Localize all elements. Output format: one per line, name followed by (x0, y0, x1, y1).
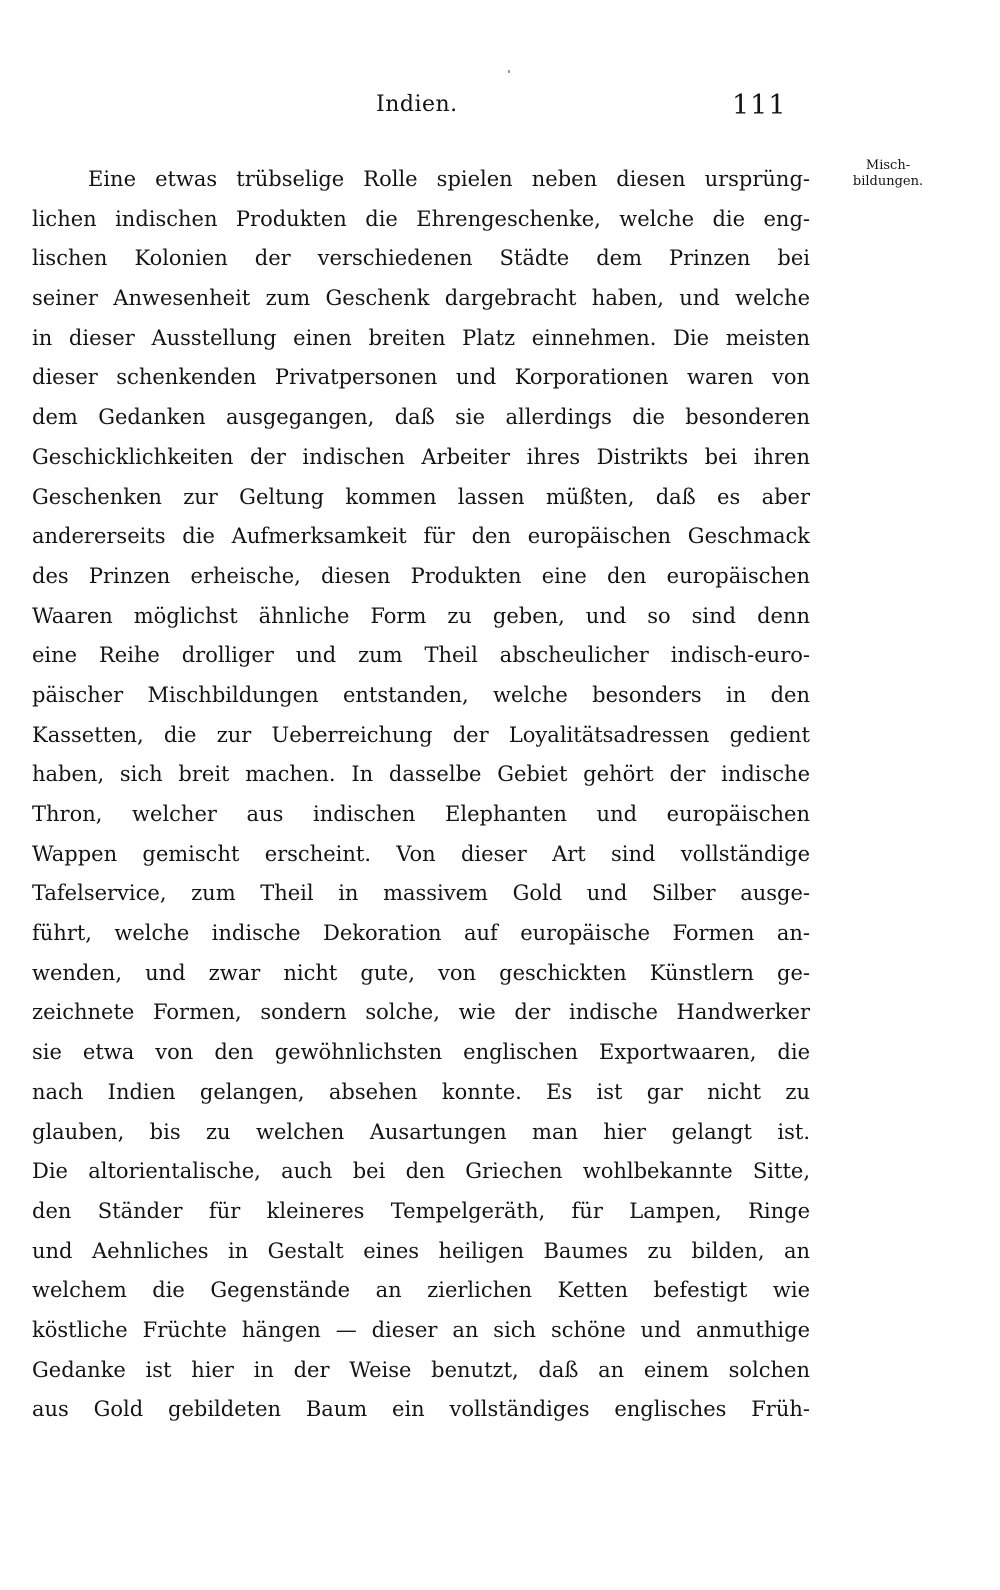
text-line: Thron, welcher aus indischen Elephanten und europäischen (32, 802, 810, 826)
text-line: in dieser Ausstellung einen breiten Platz einnehmen. Die meisten (32, 325, 810, 350)
text-line: Kassetten, die zur Ueberreichung der Loyalitätsadressen gedient (32, 722, 810, 747)
text-line: Geschenken zur Geltung kommen lassen müßten, daß es aber (32, 484, 810, 509)
text-line: Wappen gemischt erscheint. Von dieser Art sind vollständige (32, 841, 810, 866)
running-title: Indien. (376, 92, 458, 117)
text-line: lischen Kolonien der verschiedenen Städte dem Prinzen bei (32, 246, 810, 271)
text-line: lichen indischen Produkten die Ehrengeschenke, welche die eng- (32, 206, 810, 231)
text-line: den Ständer für kleineres Tempelgeräth, für Lampen, Ringe (32, 1198, 810, 1223)
text-line: dem Gedanken ausgegangen, daß sie allerdings die besonderen (32, 405, 810, 430)
text-line: haben, sich breit machen. In dasselbe Gebiet gehört der indische (32, 762, 810, 787)
text-line: wenden, und zwar nicht gute, von geschickten Künstlern ge- (32, 960, 810, 985)
text-line: päischer Mischbildungen entstanden, welche besonders in den (32, 682, 810, 707)
text-line: führt, welche indische Dekoration auf europäische Formen an- (32, 921, 810, 946)
text-line: Eine etwas trübselige Rolle spielen neben diesen ursprüng- (88, 167, 810, 191)
scan-speck (508, 70, 510, 73)
text-line: des Prinzen erheische, diesen Produkten eine den europäischen (32, 563, 810, 588)
text-line: Gedanke ist hier in der Weise benutzt, daß an einem solchen (32, 1357, 810, 1382)
margin-note-line-2: bildungen. (852, 174, 924, 189)
text-line: welchem die Gegenstände an zierlichen Ketten befestigt wie (32, 1278, 810, 1303)
text-line: Tafelservice, zum Theil in massivem Gold und Silber ausge- (32, 881, 810, 906)
text-line: Waaren möglichst ähnliche Form zu geben, und so sind denn (32, 603, 810, 628)
text-line: andererseits die Aufmerksamkeit für den europäischen Geschmack (32, 524, 810, 549)
text-line: und Aehnliches in Gestalt eines heiligen Baumes zu bilden, an (32, 1238, 810, 1263)
text-line: glauben, bis zu welchen Ausartungen man hier gelangt ist. (32, 1119, 810, 1144)
text-line: Die altorientalische, auch bei den Griechen wohlbekannte Sitte, (32, 1159, 810, 1184)
text-line: seiner Anwesenheit zum Geschenk dargebracht haben, und welche (32, 286, 810, 311)
text-line: eine Reihe drolliger und zum Theil abscheulicher indisch-euro- (32, 643, 810, 668)
text-line: nach Indien gelangen, absehen konnte. Es ist gar nicht zu (32, 1079, 810, 1104)
page-number: 111 (732, 90, 787, 121)
text-line: zeichnete Formen, sondern solche, wie der indische Handwerker (32, 1000, 810, 1025)
margin-note (828, 158, 948, 190)
text-line: dieser schenkenden Privatpersonen und Korporationen waren von (32, 365, 810, 390)
text-line: sie etwa von den gewöhnlichsten englischen Exportwaaren, die (32, 1040, 810, 1065)
body-paragraph (32, 160, 810, 1430)
text-line: aus Gold gebildeten Baum ein vollständiges englisches Früh- (32, 1397, 810, 1422)
text-line: Geschicklichkeiten der indischen Arbeiter ihres Distrikts bei ihren (32, 444, 810, 469)
margin-note-line-1: Misch- (865, 158, 911, 173)
text-line: köstliche Früchte hängen — dieser an sich schöne und anmuthige (32, 1317, 810, 1342)
